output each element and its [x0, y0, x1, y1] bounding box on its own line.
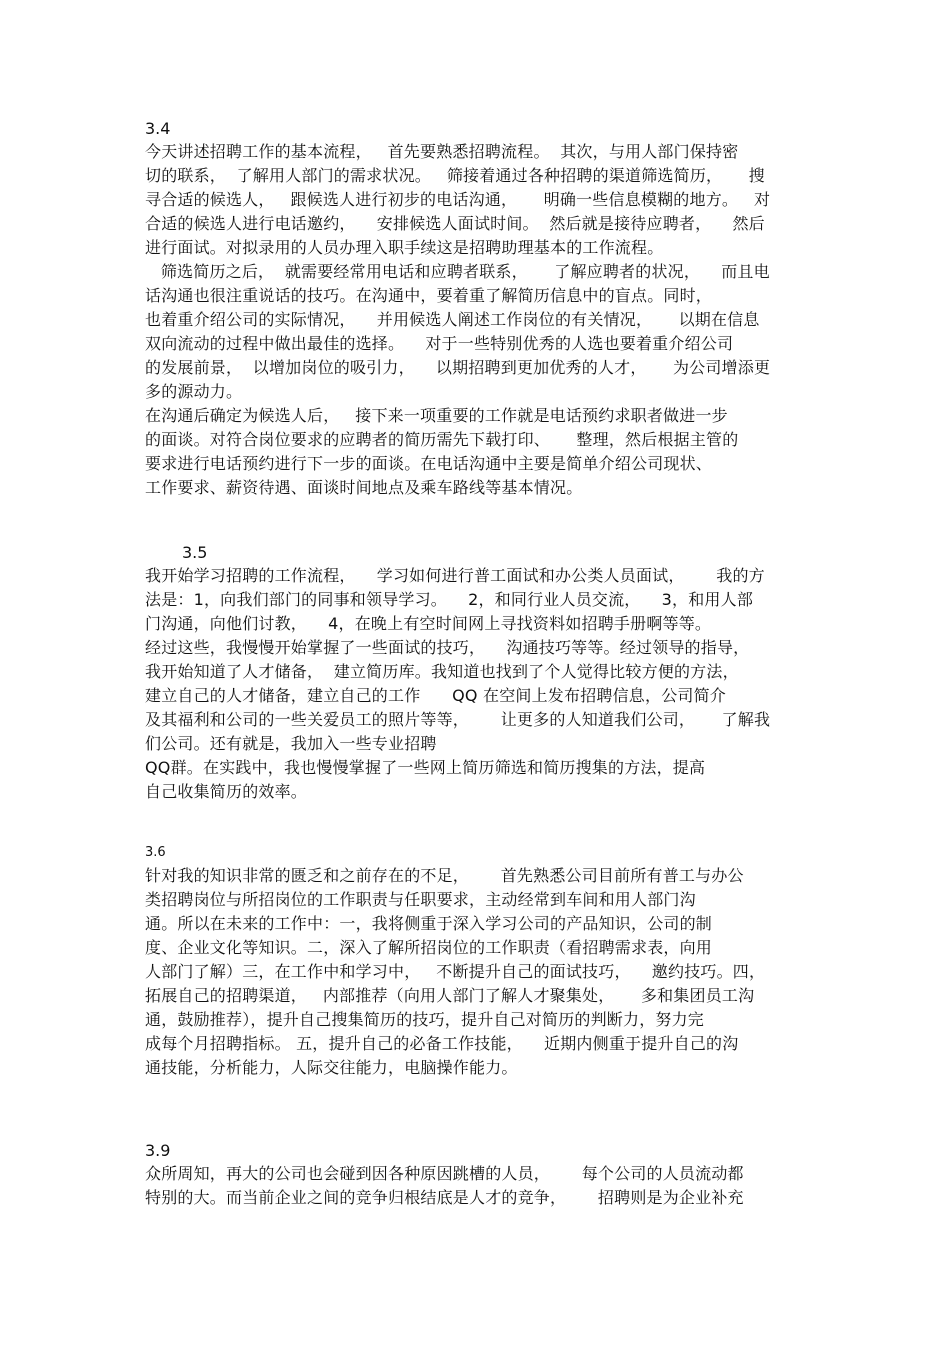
text-line: 的发展前景， 以增加岗位的吸引力， 以期招聘到更加优秀的人才， 为公司增添更: [145, 358, 771, 377]
section-heading: 3.5: [182, 543, 208, 562]
text-line: 我开始学习招聘的工作流程， 学习如何进行普工面试和办公类人员面试， 我的方: [145, 566, 765, 585]
text-line: 们公司。还有就是，我加入一些专业招聘: [145, 734, 437, 753]
text-line: 今天讲述招聘工作的基本流程， 首先要熟悉招聘流程。 其次，与用人部门保持密: [145, 142, 739, 161]
section-3-5: [145, 542, 815, 804]
text-line: 人部门了解）三，在工作中和学习中， 不断提升自己的面试技巧， 邀约技巧。四，: [145, 962, 766, 981]
text-line: 度、企业文化等知识。二，深入了解所招岗位的工作职责（看招聘需求表，向用: [145, 938, 713, 957]
text-line: 特别的大。而当前企业之间的竞争归根结底是人才的竞争， 招聘则是为企业补充: [145, 1188, 744, 1207]
section-heading: 3.6: [145, 845, 166, 860]
section-heading: 3.4: [145, 119, 171, 138]
text-line: 门沟通，向他们讨教， 4，在晚上有空时间网上寻找资料如招聘手册啊等等。: [145, 614, 712, 633]
text-line: 建立自己的人才储备，建立自己的工作 QQ 在空间上发布招聘信息，公司简介: [145, 686, 726, 705]
text-line: 切的联系， 了解用人部门的需求状况。 筛接着通过各种招聘的渠道筛选简历， 搜: [145, 166, 765, 185]
text-line: 工作要求、薪资待遇、面谈时间地点及乘车路线等基本情况。: [145, 478, 583, 497]
text-line: 也着重介绍公司的实际情况， 并用候选人阐述工作岗位的有关情况， 以期在信息: [145, 310, 760, 329]
section-3-4: [145, 118, 815, 500]
text-line: 通，鼓励推荐），提升自己搜集简历的技巧，提升自己对简历的判断力，努力完: [145, 1010, 705, 1029]
text-line: 的面谈。对符合岗位要求的应聘者的简历需先下载打印、 整理，然后根据主管的: [145, 430, 739, 449]
section-3-9: [145, 1140, 815, 1210]
section-3-6: [145, 842, 815, 1080]
text-line: 多的源动力。: [145, 382, 243, 401]
text-line: 筛选简历之后， 就需要经常用电话和应聘者联系， 了解应聘者的状况， 而且电: [145, 262, 770, 281]
text-line: 众所周知，再大的公司也会碰到因各种原因跳槽的人员， 每个公司的人员流动都: [145, 1164, 744, 1183]
text-line: 合适的候选人进行电话邀约， 安排候选人面试时间。 然后就是接待应聘者， 然后: [145, 214, 765, 233]
text-line: QQ群。在实践中，我也慢慢掌握了一些网上简历筛选和简历搜集的方法，提高: [145, 758, 706, 777]
text-line: 寻合适的候选人， 跟候选人进行初步的电话沟通， 明确一些信息模糊的地方。 对: [145, 190, 771, 209]
text-line: 拓展自己的招聘渠道， 内部推荐（向用人部门了解人才聚集处， 多和集团员工沟: [145, 986, 755, 1005]
text-line: 自己收集简历的效率。: [145, 782, 308, 801]
text-line: 经过这些，我慢慢开始掌握了一些面试的技巧， 沟通技巧等等。经过领导的指导，: [145, 638, 750, 657]
text-line: 针对我的知识非常的匮乏和之前存在的不足， 首先熟悉公司目前所有普工与办公: [145, 866, 744, 885]
text-line: 法是：1，向我们部门的同事和领导学习。 2，和同行业人员交流， 3，和用人部: [145, 590, 754, 609]
text-line: 成每个月招聘指标。 五，提升自己的必备工作技能， 近期内侧重于提升自己的沟: [145, 1034, 739, 1053]
text-line: 类招聘岗位与所招岗位的工作职责与任职要求，主动经常到车间和用人部门沟: [145, 890, 696, 909]
text-line: 要求进行电话预约进行下一步的面谈。在电话沟通中主要是简单介绍公司现状、: [145, 454, 713, 473]
text-line: 进行面试。对拟录用的人员办理入职手续这是招聘助理基本的工作流程。: [145, 238, 664, 257]
text-line: 在沟通后确定为候选人后， 接下来一项重要的工作就是电话预约求职者做进一步: [145, 406, 728, 425]
text-line: 通技能，分析能力，人际交往能力，电脑操作能力。: [145, 1058, 518, 1077]
text-line: 通。所以在未来的工作中：一，我将侧重于深入学习公司的产品知识，公司的制: [145, 914, 713, 933]
section-heading: 3.9: [145, 1141, 171, 1160]
text-line: 我开始知道了人才储备， 建立简历库。我知道也找到了个人觉得比较方便的方法，: [145, 662, 739, 681]
text-line: 话沟通也很注重说话的技巧。在沟通中，要着重了解简历信息中的盲点。同时，: [145, 286, 713, 305]
text-line: 双向流动的过程中做出最佳的选择。 对于一些特别优秀的人选也要着重介绍公司: [145, 334, 734, 353]
text-line: 及其福利和公司的一些关爱员工的照片等等， 让更多的人知道我们公司， 了解我: [145, 710, 771, 729]
